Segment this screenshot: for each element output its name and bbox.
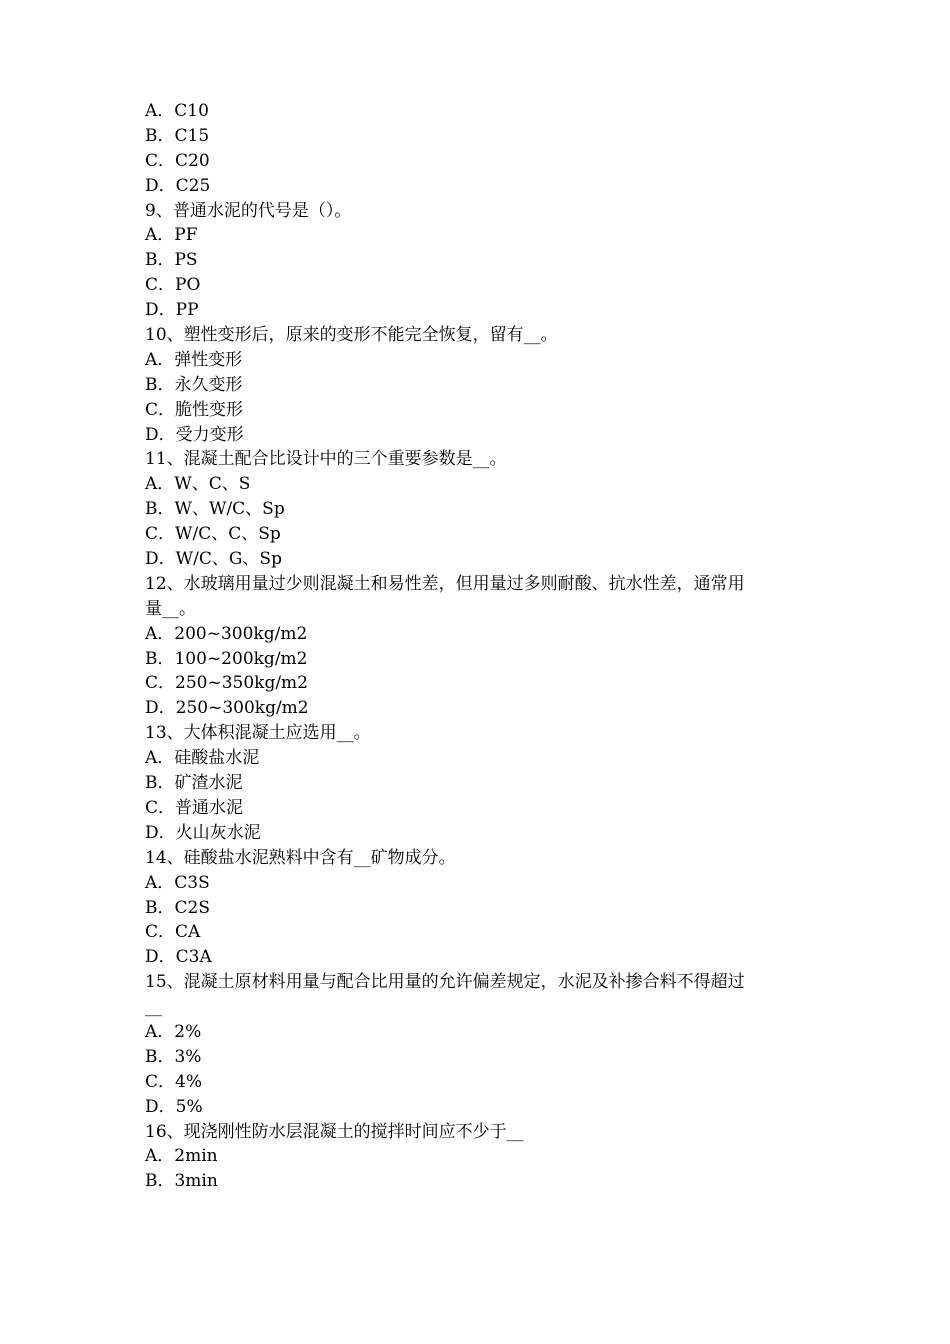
option-line: D．受力变形 — [145, 424, 244, 445]
question-15: 15、混凝土原材料用量与配合比用量的允许偏差规定，水泥及补掺合料不得超过 — [145, 972, 745, 993]
option-line: A．硅酸盐水泥 — [145, 748, 260, 769]
option-line: A．2min — [145, 1146, 218, 1167]
option-line: B．100~200kg/m2 — [145, 648, 308, 669]
option-line: A．C10 — [145, 101, 209, 121]
option-line: C．CA — [145, 922, 201, 943]
option-line: D．PP — [145, 300, 199, 321]
question-16: 16、现浇刚性防水层混凝土的搅拌时间应不少于__ — [145, 1121, 524, 1142]
question-11: 11、混凝土配合比设计中的三个重要参数是__。 — [145, 449, 507, 470]
question-15-continued: __ — [145, 997, 162, 1018]
option-line: C．250~350kg/m2 — [145, 673, 308, 694]
option-line: D．C25 — [145, 175, 211, 196]
option-line: B．永久变形 — [145, 374, 243, 395]
question-13: 13、大体积混凝土应选用__。 — [145, 723, 371, 744]
option-line: B．PS — [145, 250, 198, 271]
question-14: 14、硅酸盐水泥熟料中含有__矿物成分。 — [145, 847, 456, 868]
option-line: D．250~300kg/m2 — [145, 698, 309, 719]
option-line: C．W/C、C、Sp — [145, 524, 281, 545]
option-line: C．普通水泥 — [145, 797, 244, 818]
question-12-continued: 量__。 — [145, 598, 196, 619]
option-line: D．5% — [145, 1096, 203, 1117]
option-line: C．C20 — [145, 150, 210, 171]
option-line: D．W/C、G、Sp — [145, 549, 282, 570]
option-line: A．C3S — [145, 872, 210, 893]
option-line: C．脆性变形 — [145, 399, 244, 420]
option-line: B．矿渣水泥 — [145, 773, 243, 794]
question-9: 9、普通水泥的代号是（）。 — [145, 200, 352, 221]
option-line: B．3% — [145, 1046, 202, 1067]
option-line: C．PO — [145, 275, 201, 296]
option-line: B．C15 — [145, 125, 210, 146]
option-line: C．4% — [145, 1071, 202, 1092]
option-line: A．2% — [145, 1021, 202, 1042]
option-line: D．C3A — [145, 947, 212, 968]
option-line: B．C2S — [145, 897, 210, 918]
option-line: D．火山灰水泥 — [145, 822, 261, 843]
option-line: B．3min — [145, 1171, 218, 1192]
document-body — [145, 99, 825, 1194]
option-line: A．PF — [145, 225, 198, 246]
question-12: 12、水玻璃用量过少则混凝土和易性差，但用量过多则耐酸、抗水性差，通常用 — [145, 573, 745, 594]
option-line: A．W、C、S — [145, 474, 251, 495]
option-line: A．200~300kg/m2 — [145, 623, 308, 644]
option-line: A．弹性变形 — [145, 349, 243, 370]
question-10: 10、塑性变形后，原来的变形不能完全恢复，留有__。 — [145, 325, 558, 346]
option-line: B．W、W/C、Sp — [145, 499, 285, 520]
